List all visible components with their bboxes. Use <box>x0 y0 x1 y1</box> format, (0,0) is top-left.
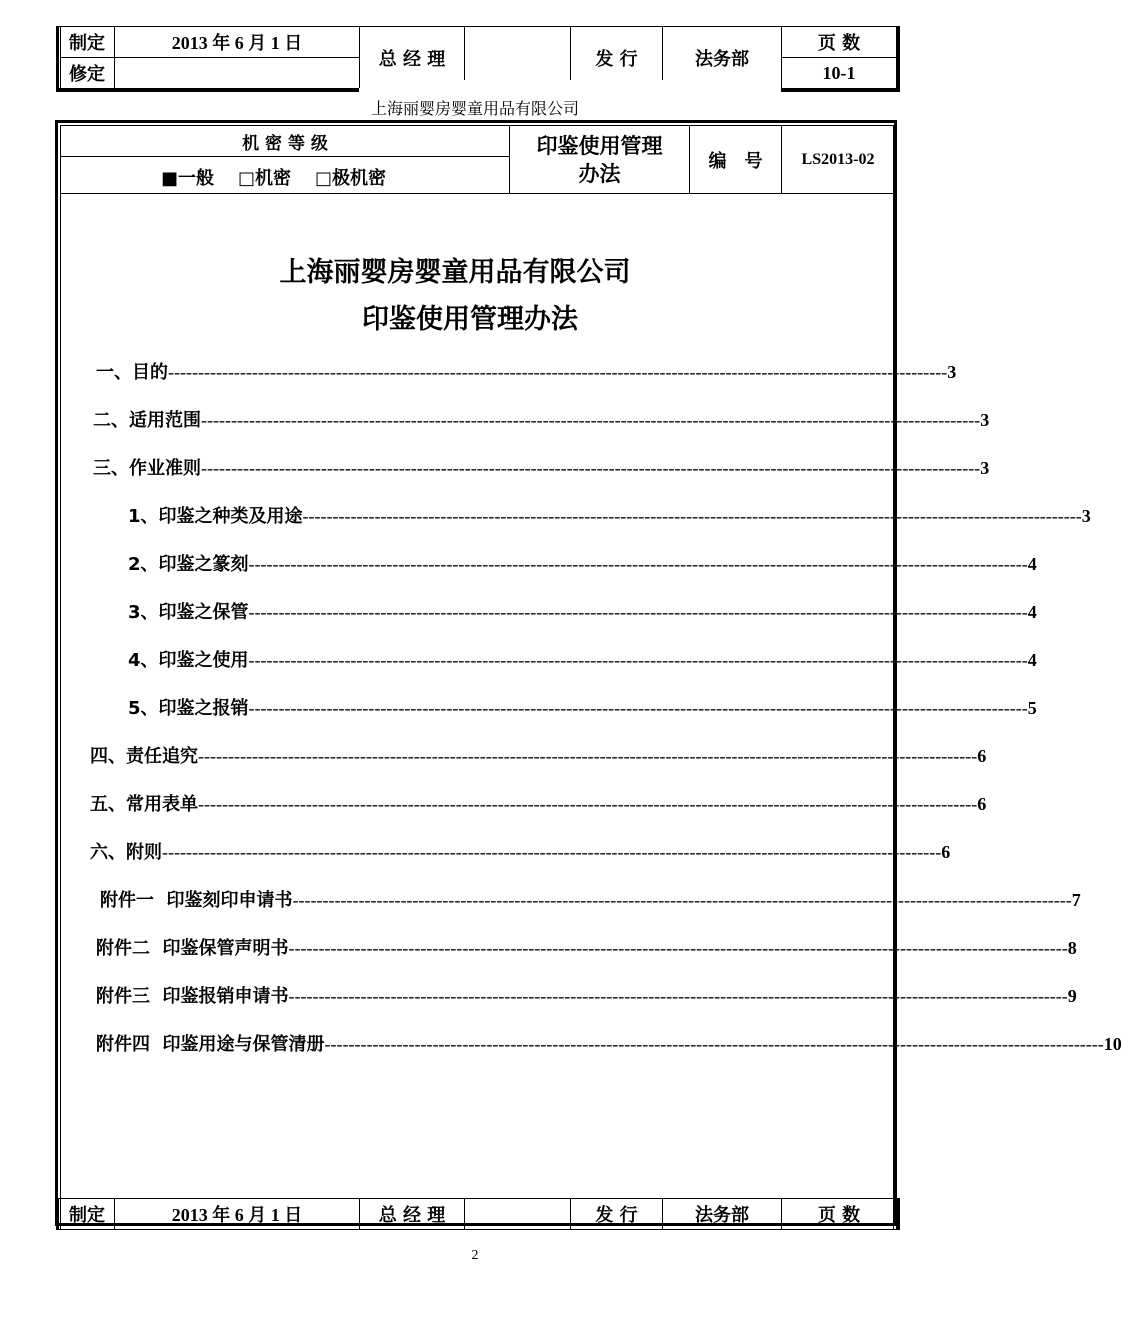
doc-header <box>61 126 894 194</box>
header-table <box>56 26 899 90</box>
document-frame-inner <box>60 125 1122 1230</box>
toc-leader: ---------------------------------------------------------------------------------------------------------------------------------- <box>288 986 1068 1006</box>
toc-item[interactable]: 1、印鉴之种类及用途 ---------------------------------------------------------------------------------------------------------------------------------- 3 <box>128 506 1091 527</box>
toc-item[interactable]: 附件二 印鉴保管声明书 ---------------------------------------------------------------------------------------------------------------------------------- 8 <box>96 938 1077 959</box>
toc-item[interactable]: 5、印鉴之报销 ---------------------------------------------------------------------------------------------------------------------------------- 5 <box>128 698 1037 719</box>
pages-value: 10-1 <box>822 62 856 83</box>
secrecy-option-general[interactable]: ■一般 <box>161 168 215 189</box>
footer-issue-label: 发 行 <box>595 1205 638 1226</box>
title-document: 印鉴使用管理办法 <box>362 304 578 335</box>
doc-title <box>510 132 689 192</box>
toc-leader: ---------------------------------------------------------------------------------------------------------------------------------- <box>288 938 1068 958</box>
toc-item[interactable]: 四、责任追究 ---------------------------------------------------------------------------------------------------------------------------------- 6 <box>90 746 987 767</box>
number-value: LS2013-02 <box>801 150 875 168</box>
doc-title-line1: 印鉴使用管理 <box>536 134 663 158</box>
made-label: 制定 <box>69 33 105 54</box>
footer-made-date: 2013 年 6 月 1 日 <box>171 1205 303 1225</box>
toc-leader: ---------------------------------------------------------------------------------------------------------------------------------- <box>248 650 1028 670</box>
toc-leader: ---------------------------------------------------------------------------------------------------------------------------------- <box>168 362 948 382</box>
toc-item[interactable]: 附件一 印鉴刻印申请书 ---------------------------------------------------------------------------------------------------------------------------------- 7 <box>100 890 1081 911</box>
made-date: 2013 年 6 月 1 日 <box>171 33 303 53</box>
title-company: 上海丽婴房婴童用品有限公司 <box>279 257 631 288</box>
toc-item[interactable]: 六、附则 ---------------------------------------------------------------------------------------------------------------------------------- 6 <box>90 842 951 863</box>
toc-leader: ---------------------------------------------------------------------------------------------------------------------------------- <box>201 458 981 478</box>
footer-gm-label: 总 经 理 <box>378 1205 446 1226</box>
toc-item[interactable]: 3、印鉴之保管 ---------------------------------------------------------------------------------------------------------------------------------- 4 <box>128 602 1037 623</box>
secrecy-label: 机 密 等 级 <box>242 133 328 154</box>
secrecy-option-top-secret[interactable]: □极机密 <box>315 168 387 189</box>
toc-item[interactable]: 三、作业准则 ---------------------------------------------------------------------------------------------------------------------------------- 3 <box>93 458 990 479</box>
toc-item[interactable]: 4、印鉴之使用 ---------------------------------------------------------------------------------------------------------------------------------- 4 <box>128 650 1037 671</box>
pages-label: 页 数 <box>817 33 861 54</box>
toc-item[interactable]: 一、目的 ---------------------------------------------------------------------------------------------------------------------------------- 3 <box>96 362 957 383</box>
toc-leader: ---------------------------------------------------------------------------------------------------------------------------------- <box>324 1034 1104 1054</box>
secrecy-option-confidential[interactable]: □机密 <box>238 168 292 189</box>
dept-name: 法务部 <box>695 48 749 70</box>
number-label: 编 号 <box>708 150 763 172</box>
toc-leader: ---------------------------------------------------------------------------------------------------------------------------------- <box>162 842 942 862</box>
footer-table <box>56 1198 899 1230</box>
toc-leader: ---------------------------------------------------------------------------------------------------------------------------------- <box>198 746 978 766</box>
issue-label: 发 行 <box>595 48 638 70</box>
toc-leader: ---------------------------------------------------------------------------------------------------------------------------------- <box>302 506 1082 526</box>
toc-leader: ---------------------------------------------------------------------------------------------------------------------------------- <box>248 698 1028 718</box>
company-subtitle: 上海丽婴房婴童用品有限公司 <box>370 101 579 118</box>
toc-item[interactable]: 五、常用表单 ---------------------------------------------------------------------------------------------------------------------------------- 6 <box>90 794 987 815</box>
toc-item[interactable]: 附件四 印鉴用途与保管清册 ---------------------------------------------------------------------------------------------------------------------------------- 10 <box>96 1034 1122 1055</box>
toc-item[interactable]: 2、印鉴之篆刻 ---------------------------------------------------------------------------------------------------------------------------------- 4 <box>128 554 1037 575</box>
toc-leader: ---------------------------------------------------------------------------------------------------------------------------------- <box>292 890 1072 910</box>
toc-leader: ---------------------------------------------------------------------------------------------------------------------------------- <box>198 794 978 814</box>
toc-leader: ---------------------------------------------------------------------------------------------------------------------------------- <box>248 554 1028 574</box>
toc-item[interactable]: 附件三 印鉴报销申请书 ---------------------------------------------------------------------------------------------------------------------------------- 9 <box>96 986 1077 1007</box>
gm-label: 总 经 理 <box>378 48 446 70</box>
doc-title-line2: 办法 <box>578 162 621 186</box>
toc-leader: ---------------------------------------------------------------------------------------------------------------------------------- <box>201 410 981 430</box>
secrecy-options <box>161 164 461 190</box>
footer-pages-label: 页 数 <box>817 1205 861 1226</box>
footer-made-label: 制定 <box>69 1205 105 1226</box>
toc-leader: ---------------------------------------------------------------------------------------------------------------------------------- <box>248 602 1028 622</box>
revised-label: 修定 <box>69 64 105 85</box>
toc-item[interactable]: 二、适用范围 ---------------------------------------------------------------------------------------------------------------------------------- 3 <box>93 410 990 431</box>
footer-dept-name: 法务部 <box>695 1205 749 1226</box>
page-number: 2 <box>471 1248 479 1263</box>
